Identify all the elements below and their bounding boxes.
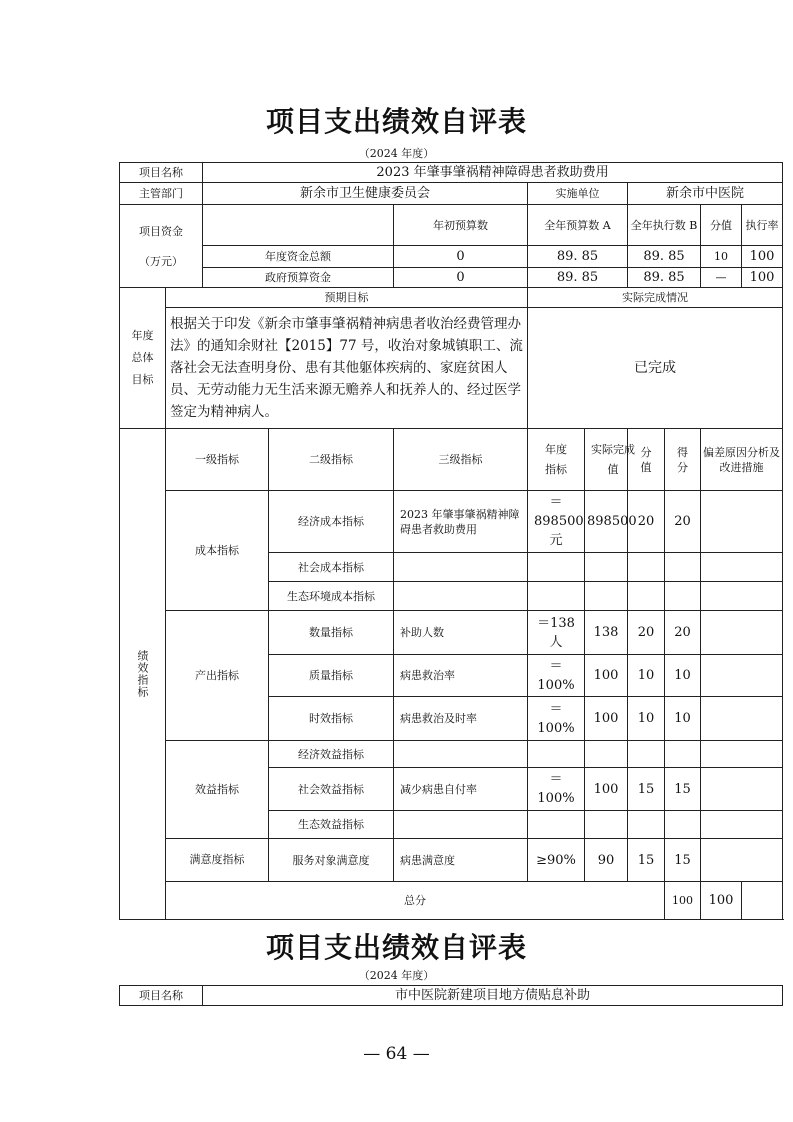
completion-value: 已完成 [528,308,783,429]
impl-unit-label: 实施单位 [528,183,628,205]
project-name-label: 项目名称 [120,163,203,183]
total-exec: 89. 85 [628,246,701,268]
col-exec: 全年执行数 B [628,205,701,246]
output-indicator: 产出指标 [166,611,269,741]
dept-value: 新余市卫生健康委员会 [203,183,528,205]
h-actual: 实际完成值 [585,429,628,491]
year-label: （2024 年度） [358,147,435,160]
total-value: 100 [665,882,701,920]
page2-title: 项目支出绩效自评表 [265,931,527,964]
h-level1: 一级指标 [166,429,269,491]
qty-target: ＝138人 [528,611,585,655]
social-cost-label: 社会成本指标 [269,553,394,582]
qty-l3: 补助人数 [394,611,528,655]
econ-cost-reason [701,491,783,553]
qty-label: 数量指标 [269,611,394,655]
total-annual: 89. 85 [528,246,628,268]
gov-annual: 89. 85 [528,268,628,288]
social-benefit-score: 15 [665,768,701,811]
goal-text: 根据关于印发《新余市肇事肇祸精神病患者收治经费管理办法》的通知余财社【2015】77 号，收治对象城镇职工、流落社会无法查明身份、患有其他躯体疾病的、家庭贫困人员、无劳动能力无生活来源无赡养人和抚养人的、经过医学签定为精神病人。 [166,308,528,429]
eco-cost-label: 生态环境成本指标 [269,582,394,611]
quality-score: 10 [665,655,701,697]
col-annual-budget: 全年预算数 A [528,205,628,246]
row-gov-label: 政府预算资金 [203,268,394,288]
quality-value: 10 [628,655,665,697]
quality-l3: 病患救治率 [394,655,528,697]
gov-exec: 89. 85 [628,268,701,288]
gov-initial: 0 [394,268,528,288]
social-benefit-l3: 减少病患自付率 [394,768,528,811]
total-initial: 0 [394,246,528,268]
social-benefit-target: ＝100% [528,768,585,811]
impl-unit-value: 新余市中医院 [628,183,783,205]
h-reason: 偏差原因分析及改进措施 [701,429,783,491]
time-l3: 病患救治及时率 [394,697,528,741]
time-label: 时效指标 [269,697,394,741]
h-annual: 年度指标 [528,429,585,491]
service-satisfaction-score: 15 [665,839,701,882]
time-value: 10 [628,697,665,741]
expected-goal-header: 预期目标 [166,288,528,308]
cost-indicator: 成本指标 [166,491,269,611]
total-score-value: 10 [701,246,742,268]
social-benefit-label: 社会效益指标 [269,768,394,811]
service-satisfaction-value: 15 [628,839,665,882]
econ-cost-label: 经济成本指标 [269,491,394,553]
quality-actual: 100 [585,655,628,697]
total-label: 总分 [166,882,665,920]
time-score: 10 [665,697,701,741]
fund-header-blank [203,205,394,246]
service-satisfaction-actual: 90 [585,839,628,882]
h-score: 得分 [665,429,701,491]
social-benefit-value: 15 [628,768,665,811]
quality-target: ＝100% [528,655,585,697]
econ-cost-target: ＝898500 元 [528,491,585,553]
gov-rate: 100 [742,268,783,288]
qty-score: 20 [665,611,701,655]
h-level3: 三级指标 [394,429,528,491]
h-score-value: 分值 [628,429,665,491]
gov-score-value: — [701,268,742,288]
page2-year: （2024 年度） [358,969,435,982]
benefit-indicator: 效益指标 [166,741,269,839]
total-score-sum: 100 [701,882,742,920]
page2-project-name-label: 项目名称 [120,986,203,1006]
perf-indicators-label: 绩效指标 [120,429,166,920]
eco-benefit-label: 生态效益指标 [269,811,394,839]
service-satisfaction-l3: 病患满意度 [394,839,528,882]
quality-label: 质量指标 [269,655,394,697]
actual-completion-header: 实际完成情况 [528,288,783,308]
col-exec-rate: 执行率 [742,205,783,246]
econ-cost-actual: 898500 [585,491,628,553]
total-rate: 100 [742,246,783,268]
dept-label: 主管部门 [120,183,203,205]
col-initial-budget: 年初预算数 [394,205,528,246]
service-satisfaction-label: 服务对象满意度 [269,839,394,882]
fund-label: 项目资金 （万元） [120,205,203,288]
econ-cost-l3: 2023 年肇事肇祸精神障碍患者救助费用 [394,491,528,553]
project-name-value: 2023 年肇事肇祸精神障碍患者救助费用 [203,163,783,183]
time-target: ＝100% [528,697,585,741]
page-number: — 64 — [363,1044,430,1064]
service-satisfaction-target: ≥90% [528,839,585,882]
page-title: 项目支出绩效自评表 [265,105,527,138]
social-benefit-actual: 100 [585,768,628,811]
time-actual: 100 [585,697,628,741]
col-score-value: 分值 [701,205,742,246]
page2-table [119,985,783,1006]
satisfaction-indicator: 满意度指标 [166,839,269,882]
econ-cost-score: 20 [665,491,701,553]
econ-cost-value: 20 [628,491,665,553]
page2-project-name-value: 市中医院新建项目地方债贴息补助 [203,986,783,1006]
self-eval-table [119,162,783,920]
qty-actual: 138 [585,611,628,655]
econ-benefit-label: 经济效益指标 [269,741,394,768]
row-total-label: 年度资金总额 [203,246,394,268]
annual-goal-label: 年度总体目标 [120,288,166,429]
qty-value: 20 [628,611,665,655]
h-level2: 二级指标 [269,429,394,491]
